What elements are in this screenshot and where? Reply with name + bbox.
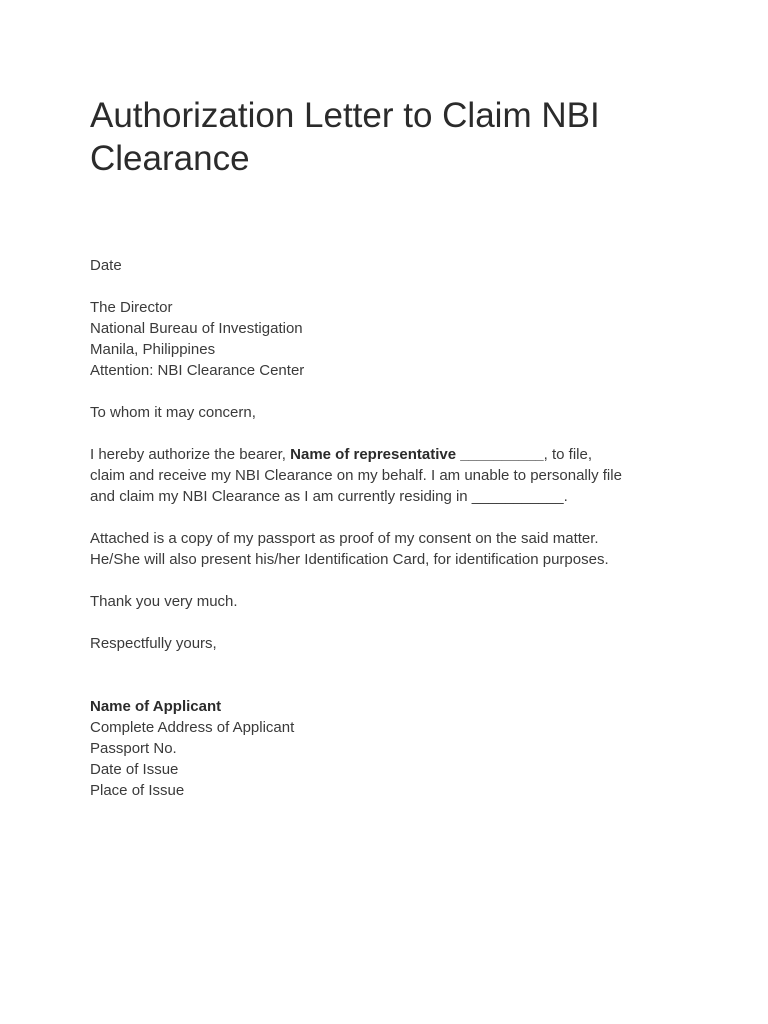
address-line-4: Attention: NBI Clearance Center — [90, 362, 305, 379]
paragraph1-line-3: and claim my NBI Clearance as I am currently residing in ___________. — [90, 488, 568, 505]
paragraph2-line-2: He/She will also present his/her Identification Card, for identification purposes. — [90, 551, 609, 568]
address-line-1: The Director — [90, 299, 173, 316]
address-line-3: Manila, Philippines — [90, 341, 216, 358]
paragraph1-line-1 — [90, 444, 678, 465]
paragraph1-line-1-pre: I hereby authorize the bearer, — [90, 446, 291, 463]
salutation: To whom it may concern, — [90, 404, 256, 421]
recipient-address — [90, 297, 678, 381]
paragraph2-line-1: Attached is a copy of my passport as proof of my consent on the said matter. — [90, 530, 599, 547]
date-line: Date — [90, 257, 122, 274]
paragraph1-line-2: claim and receive my NBI Clearance on my behalf. I am unable to personally file — [90, 467, 622, 484]
closing-line: Respectfully yours, — [90, 635, 217, 652]
paragraph1-line-1-post: , to file, — [543, 446, 592, 463]
title-line-1: Authorization Letter to Claim NBI — [90, 96, 600, 135]
signature-block — [90, 696, 678, 801]
applicant-address: Complete Address of Applicant — [90, 719, 295, 736]
thank-you-line: Thank you very much. — [90, 593, 238, 610]
passport-number: Passport No. — [90, 740, 177, 757]
authorization-paragraph — [90, 444, 678, 507]
date-of-issue: Date of Issue — [90, 761, 179, 778]
attachment-paragraph — [90, 528, 678, 570]
representative-name-placeholder: Name of representative __________ — [290, 446, 544, 463]
applicant-name: Name of Applicant — [90, 698, 222, 715]
document-title — [90, 94, 678, 180]
title-line-2: Clearance — [90, 139, 250, 178]
address-line-2: National Bureau of Investigation — [90, 320, 303, 337]
place-of-issue: Place of Issue — [90, 782, 185, 799]
